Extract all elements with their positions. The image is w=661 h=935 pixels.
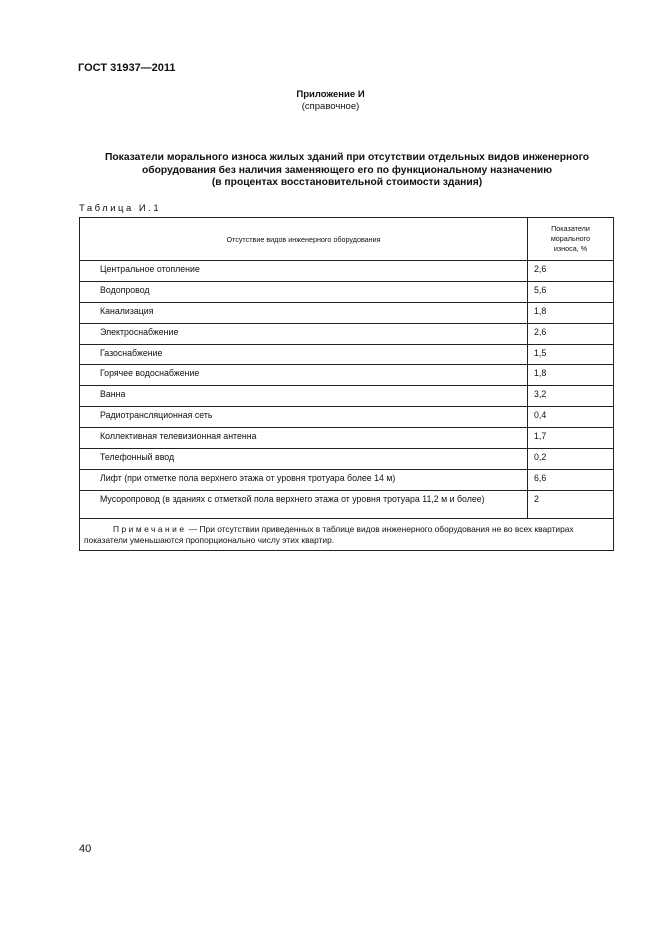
row-wear-value: 1,5 (528, 344, 614, 365)
table-row (80, 365, 614, 386)
standard-code: ГОСТ 31937—2011 (78, 62, 176, 74)
main-title-line-3: (в процентах восстановительной стоимости здания) (211, 177, 483, 188)
table-row (80, 428, 614, 449)
column-header-wear-line-3: износа, % (553, 244, 588, 253)
row-wear-value: 0,4 (528, 407, 614, 428)
column-header-equipment: Отсутствие видов инженерного оборудования (80, 218, 528, 261)
note-label: Примечание (113, 523, 187, 534)
wear-table (79, 217, 614, 551)
table-row (80, 323, 614, 344)
row-equipment-name: Мусоропровод (в зданиях с отметкой пола верхнего этажа от уровня тротуара 11,2 м и более) (80, 490, 528, 518)
row-wear-value: 3,2 (528, 386, 614, 407)
row-equipment-name: Канализация (80, 302, 528, 323)
row-equipment-name: Центральное отопление (80, 261, 528, 282)
row-wear-value: 2 (528, 490, 614, 518)
table-row (80, 469, 614, 490)
row-equipment-name: Лифт (при отметке пола верхнего этажа от уровня тротуара более 14 м) (80, 469, 528, 490)
appendix-title: Приложение И (296, 89, 365, 100)
row-equipment-name: Коллективная телевизионная антенна (80, 428, 528, 449)
table-label: Таблица И.1 (79, 203, 162, 214)
row-wear-value: 1,8 (528, 302, 614, 323)
row-wear-value: 5,6 (528, 281, 614, 302)
row-equipment-name: Электроснабжение (80, 323, 528, 344)
row-equipment-name: Горячее водоснабжение (80, 365, 528, 386)
row-wear-value: 6,6 (528, 469, 614, 490)
column-header-wear (528, 218, 614, 261)
table-row (80, 302, 614, 323)
table-row (80, 344, 614, 365)
note-text: — При отсутствии приведенных в таблице видов инженерного оборудования не во всех квартирах показатели уменьшаются пропорционально числу этих квартир. (84, 523, 574, 546)
column-header-wear-line-2: морального (550, 234, 591, 243)
table-row (80, 449, 614, 470)
row-equipment-name: Ванна (80, 386, 528, 407)
main-title-line-2: оборудования без наличия заменяющего его по функциональному назначению (141, 164, 553, 176)
row-equipment-name: Телефонный ввод (80, 449, 528, 470)
page-number: 40 (79, 843, 92, 855)
row-wear-value: 2,6 (528, 323, 614, 344)
table-row (80, 281, 614, 302)
table-header-row (80, 218, 614, 261)
column-header-wear-line-1: Показатели (551, 224, 590, 233)
row-equipment-name: Водопровод (80, 281, 528, 302)
table-note (80, 518, 614, 550)
row-wear-value: 1,7 (528, 428, 614, 449)
appendix-subtitle: (справочное) (301, 101, 360, 112)
table-row (80, 261, 614, 282)
main-title (80, 152, 614, 190)
row-equipment-name: Газоснабжение (80, 344, 528, 365)
row-wear-value: 0,2 (528, 449, 614, 470)
table-note-row (80, 518, 614, 550)
row-wear-value: 1,8 (528, 365, 614, 386)
table-row (80, 490, 614, 518)
appendix-heading (0, 89, 661, 113)
row-equipment-name: Радиотрансляционная сеть (80, 407, 528, 428)
row-wear-value: 2,6 (528, 261, 614, 282)
table-row (80, 386, 614, 407)
main-title-line-1: Показатели морального износа жилых зданий при отсутствии отдельных видов инженерного (104, 152, 590, 163)
table-row (80, 407, 614, 428)
